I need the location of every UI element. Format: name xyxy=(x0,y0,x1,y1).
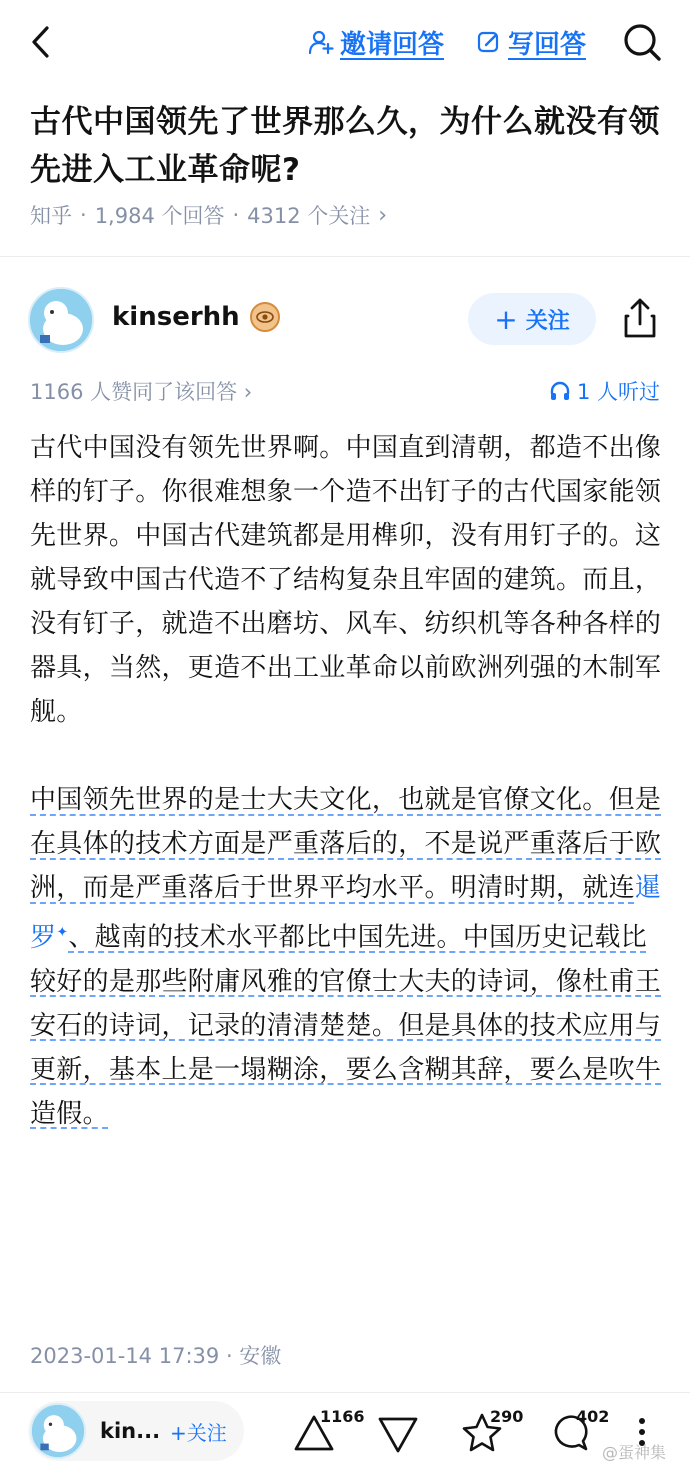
sparkle-icon: ✦ xyxy=(56,924,69,940)
post-date: 2023-01-14 17:39 xyxy=(30,1344,220,1368)
write-answer-button[interactable] xyxy=(476,22,586,62)
bottom-author-avatar[interactable] xyxy=(30,1403,86,1459)
search-icon xyxy=(620,20,664,64)
divider xyxy=(0,256,690,257)
meta-separator: · xyxy=(225,1344,240,1368)
follow-button[interactable] xyxy=(468,293,596,345)
author-name[interactable]: kinserhh xyxy=(112,302,240,332)
answer-paragraph: 古代中国没有领先世界啊。中国直到清朝，都造不出像样的钉子。你很难想象一个造不出钉子的古代国家能领先世界。中国古代建筑都是用榫卯，没有用钉子的。这就导致中国古代造不了结构复杂且牢固的建筑。而且，没有钉子，就造不出磨坊、风车、纺织机等各种各样的器具，当然，更造不出工业革命以前欧洲列强的木制军舰。 xyxy=(30,433,662,727)
avatar-image xyxy=(32,1405,84,1457)
highlighted-text[interactable]: 中国领先世界的是士大夫文化，也就是官僚文化。但是在具体的技术方面是严重落后的，不是说严重落后于欧洲，而是严重落后于世界平均水平。明清时期，就连 xyxy=(30,785,662,903)
favorite-count: 290 xyxy=(490,1407,524,1426)
listened-label: 1 人听过 xyxy=(576,380,660,404)
meta-separator: · xyxy=(232,203,240,227)
bottom-author-name: kin... xyxy=(100,1419,161,1443)
upvote-info[interactable]: 1166 人赞同了该回答 › xyxy=(30,380,253,404)
invite-label: 邀请回答 xyxy=(340,29,445,60)
post-location: 安徽 xyxy=(239,1344,282,1368)
author-row[interactable] xyxy=(112,302,280,332)
invite-answer-button[interactable] xyxy=(308,22,444,62)
downvote-button[interactable] xyxy=(376,1411,420,1455)
watermark: @蛋神集 xyxy=(602,1443,667,1462)
share-icon xyxy=(618,296,662,340)
bottom-author-chip[interactable] xyxy=(28,1401,244,1461)
write-icon xyxy=(476,29,502,55)
highlighted-text[interactable]: 、越南的技术水平都比中国先进。中国历史记载比较好的是那些附庸风雅的官僚士大夫的诗词，像杜甫王安石的诗词，记录的清清楚楚。但是具体的技术应用与更新，基本上是一塌糊涂，要么含糊其辞，要么是吹牛造假。 xyxy=(30,922,662,1129)
share-button[interactable] xyxy=(618,296,662,340)
back-icon xyxy=(22,22,62,62)
question-title[interactable]: 古代中国领先了世界那么久，为什么就没有领先进入工业革命呢? xyxy=(30,104,660,188)
answer-content xyxy=(30,426,664,1180)
upvote-count: 1166 xyxy=(320,1407,365,1426)
answer-paragraph xyxy=(30,778,664,1136)
question-meta[interactable] xyxy=(30,200,387,230)
bottom-follow-button[interactable]: +关注 xyxy=(170,1420,227,1445)
back-button[interactable] xyxy=(22,22,62,62)
listened-info[interactable] xyxy=(549,376,660,406)
bottom-action-bar xyxy=(0,1392,690,1469)
comment-count: 402 xyxy=(576,1407,610,1426)
invite-icon xyxy=(308,29,334,55)
author-avatar[interactable] xyxy=(28,287,94,353)
top-bar xyxy=(0,0,690,82)
plus-icon: + xyxy=(494,302,518,336)
chevron-right-icon: › xyxy=(378,202,388,228)
write-label: 写回答 xyxy=(508,29,587,60)
headphones-icon xyxy=(549,380,571,402)
answer-count: 1,984 个回答 xyxy=(94,204,225,228)
search-button[interactable] xyxy=(620,20,664,64)
avatar-image xyxy=(30,289,92,351)
follower-count: 4312 个关注 xyxy=(247,204,371,228)
badge-icon[interactable] xyxy=(250,302,280,332)
question-source: 知乎 xyxy=(30,204,72,228)
keyword-link-label: 暹罗 xyxy=(30,873,662,953)
post-meta xyxy=(30,1340,281,1370)
follow-label: 关注 xyxy=(525,308,570,334)
downvote-icon xyxy=(376,1411,420,1455)
meta-separator: · xyxy=(80,203,87,227)
